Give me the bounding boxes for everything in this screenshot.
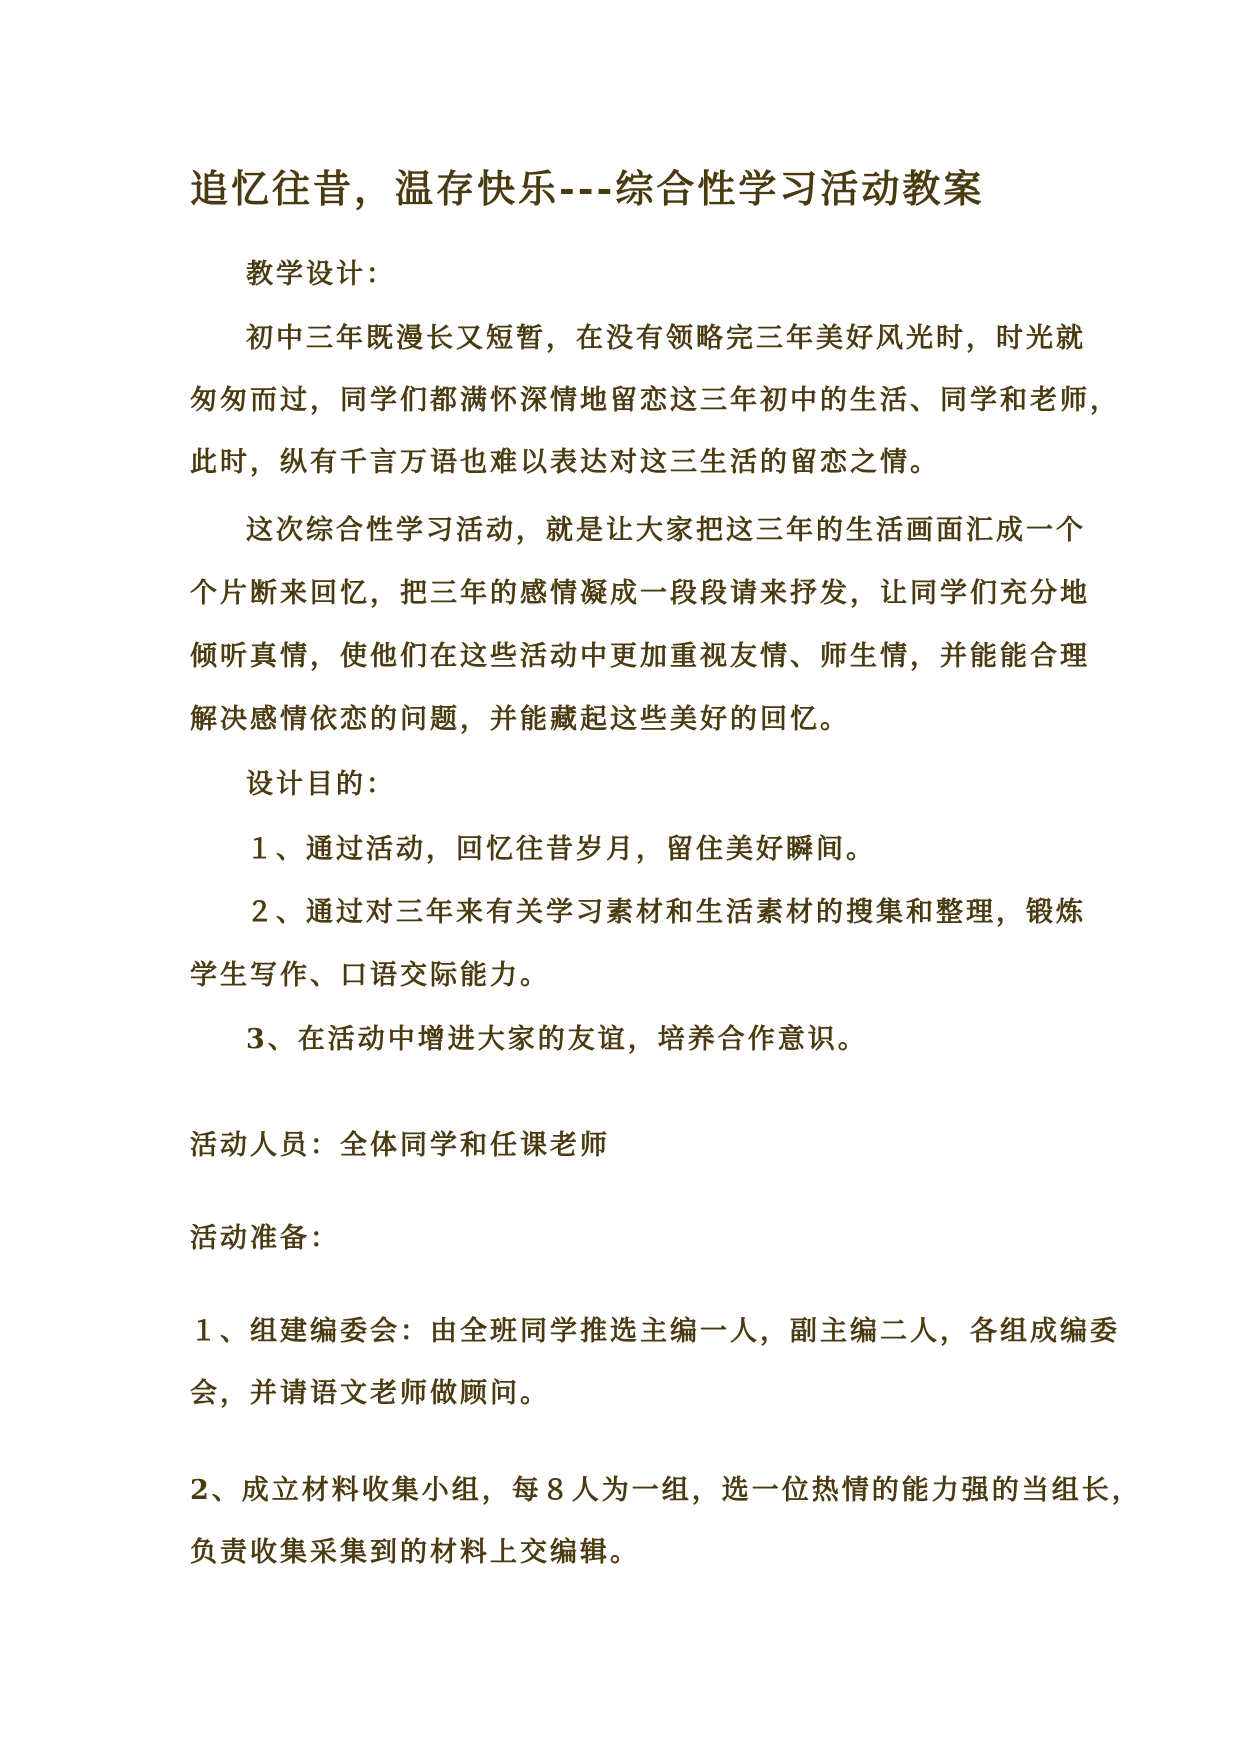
paragraph-line: 个片断来回忆，把三年的感情凝成一段段请来抒发，让同学们充分地 — [190, 578, 1090, 609]
paragraph-line: 初中三年既漫长又短暂，在没有领略完三年美好风光时，时光就 — [246, 323, 1086, 354]
section-heading-activity-preparation: 活动准备： — [190, 1223, 340, 1254]
preparation-item: １、组建编委会：由全班同学推选主编一人，副主编二人，各组成编委 — [190, 1316, 1120, 1347]
activity-participants: 活动人员：全体同学和任课老师 — [190, 1130, 610, 1161]
section-heading-design-goals: 设计目的： — [246, 769, 396, 800]
goal-item: ２、通过对三年来有关学习素材和生活素材的搜集和整理，锻炼 — [246, 897, 1086, 928]
goal-item: １、通过活动，回忆往昔岁月，留住美好瞬间。 — [246, 834, 876, 865]
paragraph-line: 这次综合性学习活动，就是让大家把这三年的生活画面汇成一个 — [246, 515, 1086, 546]
paragraph-line: 此时，纵有千言万语也难以表达对这三生活的留恋之情。 — [190, 447, 940, 478]
document-title: 追忆往昔，温存快乐---综合性学习活动教案 — [190, 166, 985, 211]
paragraph-line: 倾听真情，使他们在这些活动中更加重视友情、师生情，并能能合理 — [190, 641, 1090, 672]
paragraph-line: 解决感情依恋的问题，并能藏起这些美好的回忆。 — [190, 704, 850, 735]
preparation-item-continuation: 会，并请语文老师做顾问。 — [190, 1378, 550, 1409]
preparation-item: 2、成立材料收集小组，每８人为一组，选一位热情的能力强的当组长， — [190, 1475, 1142, 1506]
goal-item-continuation: 学生写作、口语交际能力。 — [190, 960, 550, 991]
preparation-item-continuation: 负责收集采集到的材料上交编辑。 — [190, 1537, 640, 1568]
section-heading-teaching-design: 教学设计： — [246, 259, 396, 290]
paragraph-line: 匆匆而过，同学们都满怀深情地留恋这三年初中的生活、同学和老师， — [190, 385, 1120, 416]
goal-item: 3、在活动中增进大家的友谊，培养合作意识。 — [246, 1024, 868, 1055]
